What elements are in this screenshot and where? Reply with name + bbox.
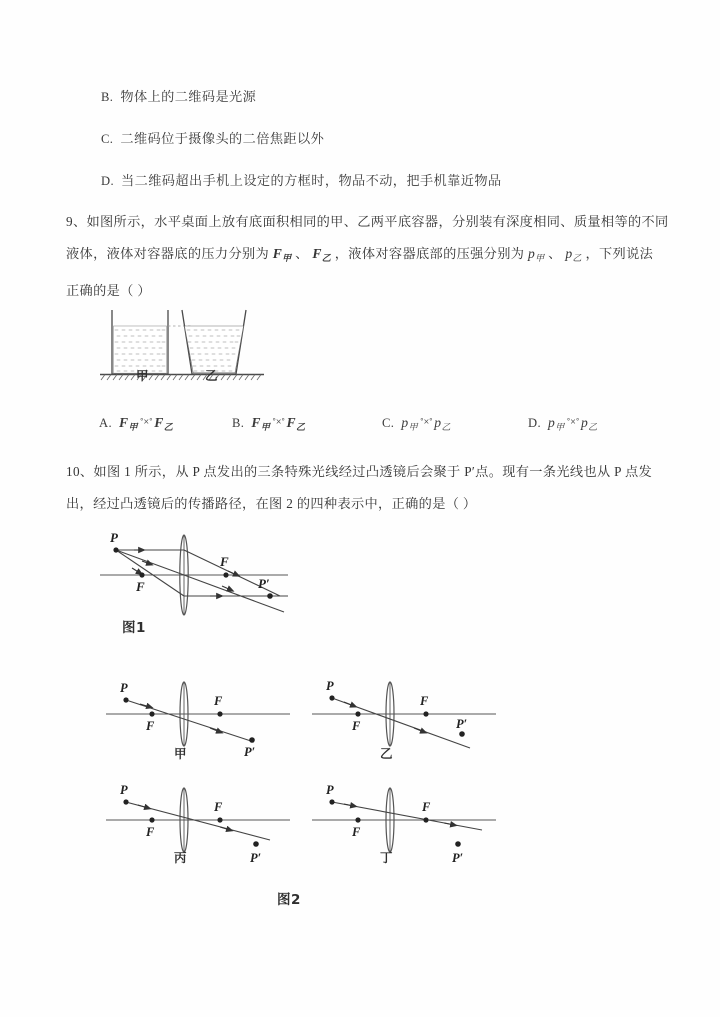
option-c-prev: [101, 128, 324, 147]
panel-bing-label-P-prime: P′: [250, 851, 262, 865]
ray-focal-incident: [116, 550, 184, 596]
focal-point-near-dot: [355, 817, 360, 822]
q9-symbol-F-yi: F乙: [312, 246, 332, 264]
focal-point-far-dot: [217, 711, 222, 716]
q9-option-c-right: p乙: [434, 415, 451, 433]
panel-yi-caption: 乙: [380, 746, 394, 761]
point-P-dot: [329, 695, 334, 700]
option-b-text: 物体上的二维码是光源: [120, 89, 257, 104]
option-d-prev: [101, 170, 502, 189]
q9-l2-part-c: ，液体对容器底部的压强分别为: [331, 246, 528, 261]
question-10-line-1: 10、如图 1 所示，从 P 点发出的三条特殊光线经过凸透镜后会聚于 P′点。现有一条光线也从 P 点发: [66, 464, 653, 479]
question-10-line-2: 出，经过凸透镜后的传播路径，在图 2 的四种表示中，正确的是（ ）: [66, 496, 477, 511]
option-b-letter: B.: [101, 90, 114, 104]
panel-ding-label-P: P: [326, 783, 334, 797]
point-P-prime-dot: [455, 841, 461, 847]
option-d-letter: D.: [101, 174, 115, 188]
question-9-line-3: 正确的是（ ）: [66, 282, 151, 298]
fig1-label-F-near: F: [136, 579, 145, 594]
fig1-label-F-far: F: [220, 554, 229, 569]
fig1-label-P-prime: P′: [258, 576, 270, 591]
q9-option-d-right: p乙: [580, 415, 598, 433]
panel-jia-caption: 甲: [174, 746, 188, 761]
q9-l2-part-a: 液体，液体对容器底的压力分别为: [66, 246, 273, 261]
q9-option-d-letter: D.: [528, 416, 542, 430]
focal-point-near-dot: [139, 572, 144, 577]
q9-option-b-right: F乙: [286, 415, 306, 433]
figure-2-panel-bing[interactable]: [104, 782, 294, 868]
q9-l2-part-b: 、: [291, 246, 313, 261]
panel-yi-label-P-prime: P′: [456, 717, 468, 731]
fig1-label-P: P: [110, 530, 118, 545]
q9-option-a[interactable]: [99, 415, 173, 433]
q9-option-a-right: F乙: [154, 415, 174, 433]
panel-ding-label-P-prime: P′: [452, 851, 464, 865]
point-P-prime-dot: [249, 737, 255, 743]
panel-bing-label-F-near: F: [146, 825, 155, 839]
panel-ding-label-F-near: F: [352, 825, 361, 839]
question-9-stem: [66, 206, 669, 307]
focal-point-near-dot: [149, 711, 154, 716]
question-9-line-2: [66, 238, 666, 275]
point-P-dot: [329, 799, 334, 804]
panel-yi-label-P: P: [326, 679, 334, 693]
panel-jia-label-F-near: F: [146, 719, 155, 733]
q9-l2-part-e: ，下列说法: [581, 246, 654, 261]
focal-point-far-dot: [423, 817, 428, 822]
option-d-text: 当二维码超出手机上设定的方框时，物品不动，把手机靠近物品: [121, 173, 502, 188]
figure-1-caption: 图1: [122, 620, 146, 636]
q9-option-b-operator: °×°: [272, 417, 285, 426]
q9-option-c-left: p甲: [401, 415, 418, 433]
q9-option-a-operator: °×°: [139, 417, 153, 426]
panel-bing-label-P: P: [120, 783, 128, 797]
panel-jia-label-P: P: [120, 681, 128, 695]
figure-2-panel-jia[interactable]: [104, 672, 294, 758]
q9-symbol-p-yi: p乙: [565, 246, 582, 264]
panel-jia-label-F-far: F: [214, 694, 223, 708]
point-P-dot: [113, 547, 118, 552]
q9-symbol-p-jia: p甲: [527, 246, 545, 264]
q9-option-a-left: F甲: [119, 415, 138, 433]
panel-yi-label-F-far: F: [420, 694, 429, 708]
question-10-stem: [66, 456, 676, 520]
figure-1-convex-lens: [98, 528, 293, 616]
panel-ding-label-F-far: F: [422, 800, 431, 814]
q9-option-a-letter: A.: [99, 416, 113, 430]
container-label-jia: 甲: [136, 368, 150, 383]
q9-option-d-left: p甲: [548, 415, 565, 433]
table-hatching: [101, 375, 261, 381]
point-P-prime-dot: [267, 593, 273, 599]
question-9-line-1: 9、如图所示，水平桌面上放有底面积相同的甲、乙两平底容器，分别装有深度相同、质量相等的不同: [66, 214, 669, 229]
q9-option-c-operator: °×°: [419, 417, 433, 426]
q9-option-b-left: F甲: [251, 415, 271, 433]
panel-ding-caption: 丁: [380, 850, 394, 865]
focal-point-near-dot: [149, 817, 154, 822]
option-c-text: 二维码位于摄像头的二倍焦距以外: [120, 131, 325, 146]
point-P-dot: [123, 697, 128, 702]
point-P-dot: [123, 799, 128, 804]
panel-bing-caption: 丙: [174, 850, 188, 865]
focal-point-far-dot: [223, 572, 228, 577]
q9-containers-figure: [96, 296, 266, 388]
q9-option-c-letter: C.: [382, 416, 395, 430]
q9-option-d[interactable]: [528, 415, 598, 433]
container-label-yi: 乙: [205, 368, 219, 383]
q9-option-d-operator: °×°: [566, 417, 579, 426]
panel-jia-label-P-prime: P′: [244, 745, 256, 758]
q9-option-c[interactable]: [382, 415, 451, 433]
q9-l2-part-d: 、: [544, 246, 566, 261]
ray-centre-incident: [116, 550, 184, 575]
q9-symbol-F-jia: F甲: [272, 246, 292, 264]
focal-point-far-dot: [423, 711, 428, 716]
option-c-letter: C.: [101, 132, 114, 146]
figure-2-caption: 图2: [277, 892, 301, 908]
figure-2-panel-yi[interactable]: [310, 672, 500, 758]
q9-option-b-letter: B.: [232, 416, 245, 430]
point-P-prime-dot: [459, 731, 465, 737]
option-b-prev: [101, 86, 256, 105]
panel-yi-label-F-near: F: [352, 719, 361, 733]
point-P-prime-dot: [253, 841, 259, 847]
panel-bing-label-F-far: F: [214, 800, 223, 814]
focal-point-far-dot: [217, 817, 222, 822]
q9-option-b[interactable]: [232, 415, 305, 433]
focal-point-near-dot: [355, 711, 360, 716]
question-9-options-row: [0, 415, 720, 441]
figure-2-panel-ding[interactable]: [310, 782, 500, 868]
